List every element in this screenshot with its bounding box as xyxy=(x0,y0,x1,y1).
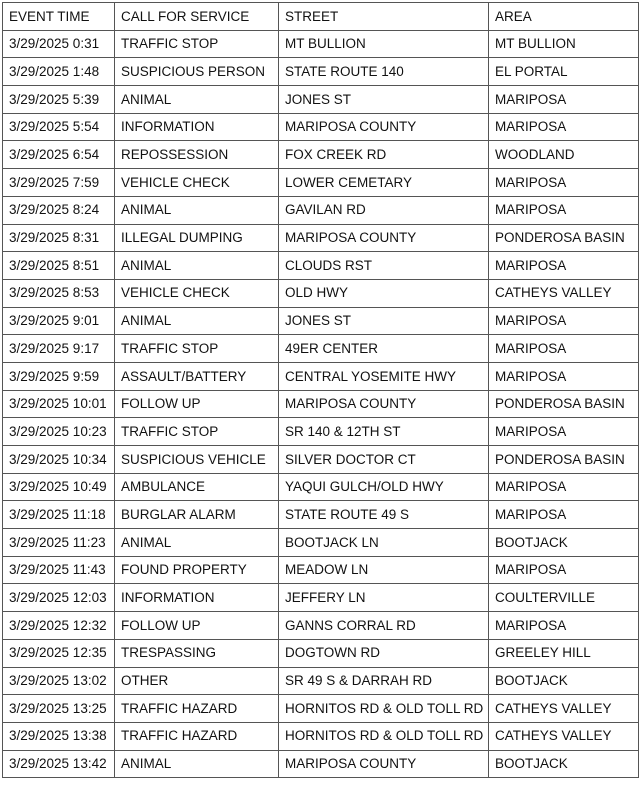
cell-area: MARIPOSA xyxy=(489,612,639,640)
table-row xyxy=(3,556,639,584)
table-row xyxy=(3,335,639,363)
cell-event-time: 3/29/2025 8:24 xyxy=(3,196,115,224)
cell-event-time: 3/29/2025 8:31 xyxy=(3,224,115,252)
cell-call-for-service: INFORMATION xyxy=(115,113,279,141)
cell-area: BOOTJACK xyxy=(489,750,639,778)
cell-call-for-service: BURGLAR ALARM xyxy=(115,501,279,529)
table-row xyxy=(3,30,639,58)
header-call-for-service: CALL FOR SERVICE xyxy=(115,3,279,31)
cell-call-for-service: FOLLOW UP xyxy=(115,612,279,640)
cell-event-time: 3/29/2025 1:48 xyxy=(3,58,115,86)
table-row xyxy=(3,446,639,474)
cell-street: HORNITOS RD & OLD TOLL RD xyxy=(279,722,489,750)
cell-call-for-service: FOUND PROPERTY xyxy=(115,556,279,584)
cell-street: SR 49 S & DARRAH RD xyxy=(279,667,489,695)
table-row xyxy=(3,473,639,501)
cell-street: MARIPOSA COUNTY xyxy=(279,750,489,778)
cell-area: MARIPOSA xyxy=(489,362,639,390)
cell-event-time: 3/29/2025 12:32 xyxy=(3,612,115,640)
cell-area: BOOTJACK xyxy=(489,529,639,557)
cell-area: COULTERVILLE xyxy=(489,584,639,612)
cell-area: PONDEROSA BASIN xyxy=(489,390,639,418)
table-row xyxy=(3,722,639,750)
cell-event-time: 3/29/2025 5:54 xyxy=(3,113,115,141)
cell-event-time: 3/29/2025 12:35 xyxy=(3,639,115,667)
cell-street: CENTRAL YOSEMITE HWY xyxy=(279,362,489,390)
header-area: AREA xyxy=(489,3,639,31)
call-log-table xyxy=(2,2,639,778)
cell-street: FOX CREEK RD xyxy=(279,141,489,169)
table-row xyxy=(3,307,639,335)
cell-street: MARIPOSA COUNTY xyxy=(279,113,489,141)
table-row xyxy=(3,667,639,695)
cell-event-time: 3/29/2025 11:18 xyxy=(3,501,115,529)
cell-area: MARIPOSA xyxy=(489,169,639,197)
cell-event-time: 3/29/2025 13:02 xyxy=(3,667,115,695)
cell-area: CATHEYS VALLEY xyxy=(489,722,639,750)
cell-street: JEFFERY LN xyxy=(279,584,489,612)
cell-area: WOODLAND xyxy=(489,141,639,169)
header-street: STREET xyxy=(279,3,489,31)
cell-street: STATE ROUTE 140 xyxy=(279,58,489,86)
cell-call-for-service: VEHICLE CHECK xyxy=(115,169,279,197)
cell-street: BOOTJACK LN xyxy=(279,529,489,557)
cell-event-time: 3/29/2025 6:54 xyxy=(3,141,115,169)
cell-event-time: 3/29/2025 10:34 xyxy=(3,446,115,474)
header-row xyxy=(3,3,639,31)
cell-event-time: 3/29/2025 13:25 xyxy=(3,695,115,723)
cell-call-for-service: ANIMAL xyxy=(115,307,279,335)
cell-street: GAVILAN RD xyxy=(279,196,489,224)
cell-event-time: 3/29/2025 9:17 xyxy=(3,335,115,363)
cell-event-time: 3/29/2025 5:39 xyxy=(3,86,115,114)
cell-event-time: 3/29/2025 11:23 xyxy=(3,529,115,557)
cell-call-for-service: TRAFFIC HAZARD xyxy=(115,695,279,723)
table-row xyxy=(3,362,639,390)
table-row xyxy=(3,58,639,86)
table-row xyxy=(3,612,639,640)
cell-event-time: 3/29/2025 10:01 xyxy=(3,390,115,418)
table-row xyxy=(3,529,639,557)
cell-call-for-service: ILLEGAL DUMPING xyxy=(115,224,279,252)
cell-area: PONDEROSA BASIN xyxy=(489,224,639,252)
table-row xyxy=(3,501,639,529)
cell-event-time: 3/29/2025 8:53 xyxy=(3,279,115,307)
cell-street: JONES ST xyxy=(279,307,489,335)
header-event-time: EVENT TIME xyxy=(3,3,115,31)
cell-area: MARIPOSA xyxy=(489,418,639,446)
cell-area: MARIPOSA xyxy=(489,556,639,584)
cell-street: MT BULLION xyxy=(279,30,489,58)
cell-area: MARIPOSA xyxy=(489,307,639,335)
cell-event-time: 3/29/2025 10:49 xyxy=(3,473,115,501)
cell-street: MEADOW LN xyxy=(279,556,489,584)
cell-street: LOWER CEMETARY xyxy=(279,169,489,197)
cell-event-time: 3/29/2025 9:59 xyxy=(3,362,115,390)
cell-street: YAQUI GULCH/OLD HWY xyxy=(279,473,489,501)
cell-call-for-service: INFORMATION xyxy=(115,584,279,612)
cell-call-for-service: TRAFFIC STOP xyxy=(115,418,279,446)
table-row xyxy=(3,390,639,418)
table-row xyxy=(3,252,639,280)
cell-event-time: 3/29/2025 0:31 xyxy=(3,30,115,58)
cell-call-for-service: ANIMAL xyxy=(115,252,279,280)
table-row xyxy=(3,418,639,446)
cell-call-for-service: ANIMAL xyxy=(115,750,279,778)
table-row xyxy=(3,750,639,778)
table-row xyxy=(3,224,639,252)
cell-event-time: 3/29/2025 7:59 xyxy=(3,169,115,197)
cell-area: MARIPOSA xyxy=(489,113,639,141)
table-header xyxy=(3,3,639,31)
cell-area: BOOTJACK xyxy=(489,667,639,695)
cell-call-for-service: ANIMAL xyxy=(115,529,279,557)
cell-street: STATE ROUTE 49 S xyxy=(279,501,489,529)
cell-area: MARIPOSA xyxy=(489,252,639,280)
cell-call-for-service: ASSAULT/BATTERY xyxy=(115,362,279,390)
cell-area: MARIPOSA xyxy=(489,473,639,501)
cell-call-for-service: TRAFFIC STOP xyxy=(115,30,279,58)
cell-street: HORNITOS RD & OLD TOLL RD xyxy=(279,695,489,723)
cell-street: OLD HWY xyxy=(279,279,489,307)
table-row xyxy=(3,141,639,169)
cell-call-for-service: TRESPASSING xyxy=(115,639,279,667)
cell-event-time: 3/29/2025 10:23 xyxy=(3,418,115,446)
cell-area: MARIPOSA xyxy=(489,335,639,363)
cell-event-time: 3/29/2025 8:51 xyxy=(3,252,115,280)
cell-street: DOGTOWN RD xyxy=(279,639,489,667)
cell-call-for-service: VEHICLE CHECK xyxy=(115,279,279,307)
cell-event-time: 3/29/2025 13:42 xyxy=(3,750,115,778)
cell-call-for-service: FOLLOW UP xyxy=(115,390,279,418)
cell-call-for-service: TRAFFIC HAZARD xyxy=(115,722,279,750)
cell-street: SILVER DOCTOR CT xyxy=(279,446,489,474)
cell-street: SR 140 & 12TH ST xyxy=(279,418,489,446)
table-row xyxy=(3,695,639,723)
cell-call-for-service: OTHER xyxy=(115,667,279,695)
cell-call-for-service: REPOSSESSION xyxy=(115,141,279,169)
cell-call-for-service: AMBULANCE xyxy=(115,473,279,501)
cell-area: GREELEY HILL xyxy=(489,639,639,667)
cell-area: PONDEROSA BASIN xyxy=(489,446,639,474)
cell-call-for-service: ANIMAL xyxy=(115,196,279,224)
table-row xyxy=(3,196,639,224)
table-row xyxy=(3,113,639,141)
cell-street: JONES ST xyxy=(279,86,489,114)
cell-street: MARIPOSA COUNTY xyxy=(279,390,489,418)
table-row xyxy=(3,639,639,667)
table-body xyxy=(3,30,639,778)
table-row xyxy=(3,169,639,197)
cell-call-for-service: SUSPICIOUS PERSON xyxy=(115,58,279,86)
cell-area: MARIPOSA xyxy=(489,501,639,529)
cell-call-for-service: ANIMAL xyxy=(115,86,279,114)
cell-event-time: 3/29/2025 9:01 xyxy=(3,307,115,335)
cell-event-time: 3/29/2025 11:43 xyxy=(3,556,115,584)
table-row xyxy=(3,584,639,612)
cell-call-for-service: SUSPICIOUS VEHICLE xyxy=(115,446,279,474)
cell-area: MARIPOSA xyxy=(489,86,639,114)
cell-area: CATHEYS VALLEY xyxy=(489,279,639,307)
cell-event-time: 3/29/2025 13:38 xyxy=(3,722,115,750)
cell-street: MARIPOSA COUNTY xyxy=(279,224,489,252)
cell-area: MARIPOSA xyxy=(489,196,639,224)
cell-event-time: 3/29/2025 12:03 xyxy=(3,584,115,612)
cell-area: CATHEYS VALLEY xyxy=(489,695,639,723)
cell-area: MT BULLION xyxy=(489,30,639,58)
cell-area: EL PORTAL xyxy=(489,58,639,86)
table-row xyxy=(3,86,639,114)
cell-call-for-service: TRAFFIC STOP xyxy=(115,335,279,363)
table-row xyxy=(3,279,639,307)
cell-street: GANNS CORRAL RD xyxy=(279,612,489,640)
cell-street: 49ER CENTER xyxy=(279,335,489,363)
cell-street: CLOUDS RST xyxy=(279,252,489,280)
